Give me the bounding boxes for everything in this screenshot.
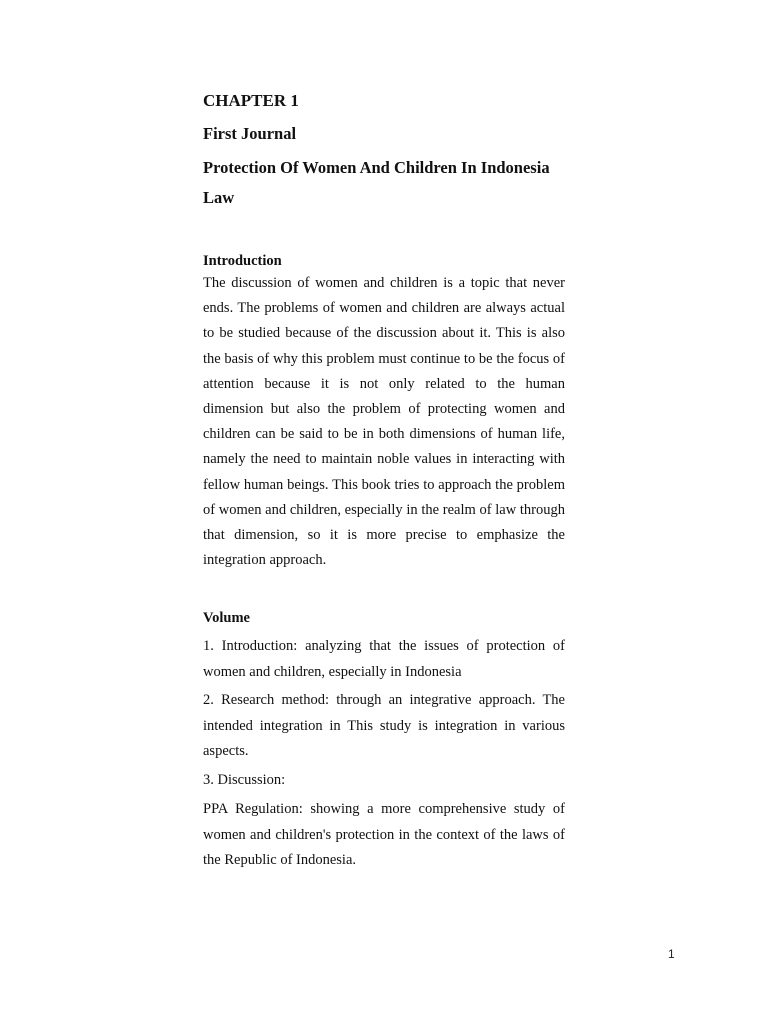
volume-heading: Volume [203,610,250,627]
page-number: 1 [668,947,675,961]
volume-item-research-method: 2. Research method: through an integrative approach. The intended integration in This study is integration in various aspects. [203,692,565,760]
introduction-paragraph: The discussion of women and children is a topic that never ends. The problems of women and children are always actual to be studied because of the discussion about it. This is also the basis of why this problem must continue to be the focus of attention because it is not only related to the human dimension but also the problem of protecting women and children can be said to be in both dimensions of human life, namely the need to maintain noble values in interacting with fellow human beings. This book tries to approach the problem of women and children, especially in the realm of law through that dimension, so it is more precise to emphasize the integration approach. [203,275,565,569]
introduction-heading: Introduction [203,253,282,269]
volume-item-discussion: 3. Discussion: [203,771,286,788]
journal-heading: First Journal [203,124,297,143]
text-column [203,88,565,877]
volume-item-introduction: 1. Introduction: analyzing that the issues of protection of women and children, especially in Indonesia [203,638,565,680]
chapter-title: Protection Of Women And Children In Indonesia Law [203,158,550,207]
chapter-label: CHAPTER 1 [203,91,299,110]
volume-item-ppa-regulation: PPA Regulation: showing a more comprehensive study of women and children's protection in the context of the laws of the Republic of Indonesia. [203,801,565,869]
